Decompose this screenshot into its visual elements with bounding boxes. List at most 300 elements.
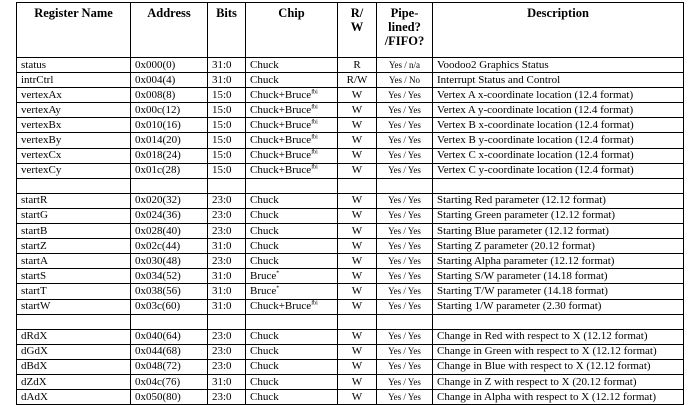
address-cell-text: 0x034(52) (135, 269, 181, 282)
address-cell-text: 0x03c(60) (135, 300, 181, 313)
address-cell-text: 0x01c(28) (135, 164, 181, 177)
address-cell (131, 118, 208, 133)
table-row (17, 133, 684, 148)
pipelined-cell-text: Yes / Yes (388, 104, 421, 115)
register-name-cell (17, 58, 131, 73)
chip-cell (246, 88, 338, 103)
empty-cell (208, 314, 246, 329)
bits-cell-text: 15:0 (212, 118, 232, 131)
register-name-cell (17, 254, 131, 269)
table-row (17, 148, 684, 163)
bits-cell (208, 193, 246, 208)
description-cell-text: Vertex B y-coordinate location (12.4 format) (437, 134, 634, 147)
chip-footnote-mark: fbi (311, 104, 318, 111)
chip-cell (246, 224, 338, 239)
bits-cell-text: 15:0 (212, 88, 232, 101)
address-cell (131, 148, 208, 163)
description-cell (433, 133, 684, 148)
description-cell-text: Voodoo2 Graphics Status (437, 58, 549, 71)
chip-cell-text: Chuck+Bruce (250, 88, 312, 101)
chip-cell (246, 133, 338, 148)
register-name-cell-text: startR (21, 194, 48, 207)
chip-footnote-mark: fbi (311, 149, 318, 156)
address-cell (131, 239, 208, 254)
rw-cell-text: W (351, 300, 363, 313)
address-cell (131, 374, 208, 389)
rw-cell (338, 193, 377, 208)
table-row (17, 58, 684, 73)
bits-cell (208, 254, 246, 269)
table-row (17, 208, 684, 223)
empty-cell (433, 178, 684, 193)
bits-cell-text: 31:0 (212, 269, 232, 282)
register-name-cell-text: status (21, 58, 47, 71)
address-cell-text: 0x020(32) (135, 194, 181, 207)
chip-cell-text: Chuck (250, 254, 279, 267)
empty-cell (208, 178, 246, 193)
register-name-cell-text: vertexAx (21, 88, 62, 101)
rw-cell (338, 148, 377, 163)
address-cell (131, 269, 208, 284)
rw-cell-text: W (351, 118, 363, 131)
chip-cell-text: Chuck (250, 73, 279, 86)
chip-cell (246, 103, 338, 118)
pipelined-cell (377, 269, 433, 284)
bits-cell-text: 23:0 (212, 209, 232, 222)
address-cell-text: 0x050(80) (135, 390, 181, 403)
pipelined-cell-text: Yes / Yes (388, 240, 421, 251)
description-cell (433, 390, 684, 405)
chip-cell-text: Chuck (250, 345, 279, 358)
bits-cell-text: 15:0 (212, 164, 232, 177)
rw-cell-text: W (351, 269, 363, 282)
register-name-cell (17, 239, 131, 254)
register-name-cell-text: startA (21, 254, 48, 267)
address-cell-text: 0x04c(76) (135, 375, 181, 388)
register-name-cell (17, 359, 131, 374)
rw-cell-text: R (353, 58, 361, 71)
pipelined-cell-text: Yes / Yes (388, 210, 421, 221)
register-name-cell (17, 284, 131, 299)
table-row (17, 163, 684, 178)
rw-cell (338, 88, 377, 103)
chip-cell-text: Chuck (250, 224, 279, 237)
chip-cell-text: Bruce (250, 284, 277, 297)
description-cell (433, 359, 684, 374)
register-name-cell (17, 374, 131, 389)
chip-cell-text: Chuck+Bruce (250, 149, 312, 162)
description-cell (433, 254, 684, 269)
description-cell (433, 374, 684, 389)
register-name-cell (17, 390, 131, 405)
pipelined-cell (377, 148, 433, 163)
bits-cell-text: 15:0 (212, 149, 232, 162)
description-cell-text: Vertex A x-coordinate location (12.4 format) (437, 88, 634, 101)
register-name-cell-text: startS (21, 269, 47, 282)
address-cell-text: 0x028(40) (135, 224, 181, 237)
pipelined-cell (377, 224, 433, 239)
chip-cell (246, 73, 338, 88)
pipelined-cell-text: Yes / Yes (388, 346, 421, 357)
bits-cell-text: 23:0 (212, 254, 232, 267)
pipelined-cell (377, 239, 433, 254)
chip-cell-text: Chuck+Bruce (250, 103, 312, 116)
address-cell-text: 0x018(24) (135, 149, 181, 162)
chip-cell (246, 344, 338, 359)
rw-cell (338, 133, 377, 148)
rw-cell (338, 58, 377, 73)
description-cell (433, 344, 684, 359)
bits-cell (208, 269, 246, 284)
rw-cell-text: W (351, 375, 363, 388)
address-cell-text: 0x004(4) (135, 73, 176, 86)
description-cell (433, 73, 684, 88)
description-cell-text: Starting S/W parameter (14.18 format) (437, 269, 608, 282)
address-cell (131, 224, 208, 239)
register-name-cell-text: vertexAy (21, 103, 61, 116)
chip-footnote-mark: fbi (311, 134, 318, 141)
rw-cell (338, 73, 377, 88)
chip-cell (246, 58, 338, 73)
chip-cell-text: Chuck+Bruce (250, 300, 312, 313)
rw-cell (338, 208, 377, 223)
rw-cell (338, 299, 377, 314)
address-cell (131, 88, 208, 103)
rw-cell (338, 374, 377, 389)
address-cell-text: 0x030(48) (135, 254, 181, 267)
header-address: Address (131, 3, 208, 58)
chip-cell-text: Chuck+Bruce (250, 164, 312, 177)
description-cell (433, 208, 684, 223)
rw-cell (338, 329, 377, 344)
spacer-row (17, 314, 684, 329)
rw-cell-text: W (351, 330, 363, 343)
address-cell (131, 163, 208, 178)
chip-cell-text: Chuck+Bruce (250, 134, 312, 147)
chip-cell (246, 208, 338, 223)
description-cell (433, 299, 684, 314)
rw-cell-text: W (351, 239, 363, 252)
pipelined-cell-text: Yes / Yes (388, 225, 421, 236)
pipelined-cell (377, 359, 433, 374)
table-row (17, 269, 684, 284)
rw-cell (338, 269, 377, 284)
register-name-cell (17, 269, 131, 284)
bits-cell (208, 118, 246, 133)
address-cell-text: 0x024(36) (135, 209, 181, 222)
address-cell-text: 0x008(8) (135, 88, 176, 101)
address-cell (131, 103, 208, 118)
empty-cell (246, 314, 338, 329)
table-row (17, 359, 684, 374)
rw-cell-text: W (351, 284, 363, 297)
chip-cell-text: Chuck (250, 360, 279, 373)
rw-cell (338, 344, 377, 359)
address-cell (131, 208, 208, 223)
pipelined-cell-text: Yes / n/a (388, 59, 421, 70)
description-cell (433, 269, 684, 284)
empty-cell (17, 178, 131, 193)
rw-cell-text: W (351, 88, 363, 101)
address-cell (131, 344, 208, 359)
pipelined-cell-text: Yes / Yes (388, 270, 421, 281)
header-rw (338, 3, 377, 58)
register-name-cell-text: vertexBy (21, 134, 62, 147)
bits-cell (208, 58, 246, 73)
rw-cell-text: W (351, 254, 363, 267)
pipelined-cell-text: Yes / Yes (388, 285, 421, 296)
chip-footnote-mark: * (276, 270, 280, 277)
empty-cell (338, 314, 377, 329)
chip-cell (246, 193, 338, 208)
description-cell (433, 118, 684, 133)
description-cell-text: Vertex C y-coordinate location (12.4 format) (437, 164, 634, 177)
rw-cell-text: W (351, 209, 363, 222)
address-cell (131, 58, 208, 73)
address-cell (131, 254, 208, 269)
pipelined-cell-text: Yes / Yes (388, 89, 421, 100)
description-cell (433, 239, 684, 254)
bits-cell-text: 31:0 (212, 239, 232, 252)
chip-cell (246, 239, 338, 254)
register-name-cell-text: startG (21, 209, 48, 222)
table-row (17, 224, 684, 239)
address-cell-text: 0x014(20) (135, 134, 181, 147)
empty-cell (377, 314, 433, 329)
rw-cell-text: W (351, 164, 363, 177)
register-name-cell (17, 208, 131, 223)
rw-cell (338, 163, 377, 178)
register-table (16, 2, 684, 405)
table-row (17, 73, 684, 88)
pipelined-cell-text: Yes / Yes (388, 376, 421, 387)
description-cell-text: Interrupt Status and Control (437, 73, 561, 86)
rw-cell-text: W (351, 345, 363, 358)
chip-footnote-mark: * (276, 285, 280, 292)
chip-cell-text: Chuck (250, 390, 279, 403)
pipelined-cell-text: Yes / Yes (388, 255, 421, 266)
header-rw-line2: W (350, 20, 364, 34)
bits-cell (208, 344, 246, 359)
description-cell-text: Vertex A y-coordinate location (12.4 format) (437, 103, 634, 116)
rw-cell-text: W (351, 390, 363, 403)
header-register-name: Register Name (17, 3, 131, 58)
chip-cell-text: Bruce (250, 269, 277, 282)
register-name-cell (17, 344, 131, 359)
bits-cell (208, 208, 246, 223)
chip-cell (246, 329, 338, 344)
table-row (17, 374, 684, 389)
bits-cell-text: 23:0 (212, 194, 232, 207)
pipelined-cell (377, 88, 433, 103)
bits-cell-text: 31:0 (212, 300, 232, 313)
address-cell (131, 133, 208, 148)
description-cell-text: Starting Green parameter (12.12 format) (437, 209, 616, 222)
table-row (17, 284, 684, 299)
address-cell-text: 0x00c(12) (135, 103, 181, 116)
register-name-cell (17, 224, 131, 239)
table-row (17, 239, 684, 254)
spacer-row (17, 178, 684, 193)
pipelined-cell (377, 163, 433, 178)
register-name-cell-text: dRdX (21, 330, 48, 343)
bits-cell-text: 31:0 (212, 73, 232, 86)
table-row (17, 193, 684, 208)
pipelined-cell (377, 390, 433, 405)
description-cell (433, 224, 684, 239)
rw-cell (338, 239, 377, 254)
rw-cell (338, 359, 377, 374)
register-name-cell (17, 118, 131, 133)
rw-cell-text: W (351, 149, 363, 162)
pipelined-cell (377, 254, 433, 269)
chip-cell (246, 374, 338, 389)
pipelined-cell-text: Yes / Yes (388, 150, 421, 161)
description-cell-text: Starting Red parameter (12.12 format) (437, 194, 606, 207)
header-pipelined (377, 3, 433, 58)
chip-cell (246, 390, 338, 405)
pipelined-cell (377, 73, 433, 88)
register-name-cell (17, 193, 131, 208)
empty-cell (377, 178, 433, 193)
register-name-cell (17, 299, 131, 314)
bits-cell-text: 23:0 (212, 224, 232, 237)
chip-cell-text: Chuck (250, 58, 279, 71)
rw-cell-text: W (351, 103, 363, 116)
register-name-cell-text: vertexCx (21, 149, 62, 162)
description-cell-text: Change in Blue with respect to X (12.12 format) (437, 360, 651, 373)
empty-cell (17, 314, 131, 329)
chip-footnote-mark: fbi (311, 300, 318, 307)
address-cell (131, 299, 208, 314)
bits-cell (208, 239, 246, 254)
register-name-cell-text: startZ (21, 239, 47, 252)
chip-cell-text: Chuck (250, 330, 279, 343)
rw-cell-text: W (351, 134, 363, 147)
pipelined-cell (377, 133, 433, 148)
description-cell (433, 88, 684, 103)
header-bits: Bits (208, 3, 246, 58)
bits-cell (208, 163, 246, 178)
bits-cell (208, 390, 246, 405)
rw-cell (338, 103, 377, 118)
bits-cell-text: 31:0 (212, 375, 232, 388)
address-cell-text: 0x02c(44) (135, 239, 181, 252)
register-name-cell-text: dAdX (21, 390, 48, 403)
address-cell-text: 0x038(56) (135, 284, 181, 297)
description-cell (433, 148, 684, 163)
chip-cell (246, 359, 338, 374)
chip-cell (246, 118, 338, 133)
chip-cell (246, 254, 338, 269)
table-row (17, 118, 684, 133)
pipelined-cell-text: Yes / Yes (388, 361, 421, 372)
bits-cell-text: 31:0 (212, 284, 232, 297)
register-name-cell (17, 148, 131, 163)
pipelined-cell (377, 344, 433, 359)
bits-cell (208, 103, 246, 118)
pipelined-cell (377, 208, 433, 223)
chip-cell (246, 148, 338, 163)
address-cell-text: 0x000(0) (135, 58, 176, 71)
bits-cell-text: 15:0 (212, 134, 232, 147)
pipelined-cell-text: Yes / Yes (388, 331, 421, 342)
pipelined-cell (377, 284, 433, 299)
header-pipe-line3: /FIFO? (384, 34, 425, 48)
table-row (17, 299, 684, 314)
address-cell-text: 0x044(68) (135, 345, 181, 358)
description-cell (433, 163, 684, 178)
register-name-cell (17, 133, 131, 148)
rw-cell (338, 284, 377, 299)
header-chip: Chip (246, 3, 338, 58)
bits-cell-text: 31:0 (212, 58, 232, 71)
bits-cell (208, 299, 246, 314)
description-cell-text: Change in Z with respect to X (20.12 format) (437, 375, 637, 388)
pipelined-cell-text: Yes / Yes (388, 119, 421, 130)
pipelined-cell-text: Yes / Yes (388, 165, 421, 176)
table-row (17, 329, 684, 344)
table-row (17, 390, 684, 405)
description-cell-text: Starting Alpha parameter (12.12 format) (437, 254, 615, 267)
header-pipe-line2: lined? (388, 20, 421, 34)
address-cell (131, 359, 208, 374)
rw-cell (338, 224, 377, 239)
pipelined-cell (377, 58, 433, 73)
description-cell-text: Starting Blue parameter (12.12 format) (437, 224, 609, 237)
register-name-cell-text: startB (21, 224, 48, 237)
description-cell-text: Starting T/W parameter (14.18 format) (437, 284, 608, 297)
empty-cell (131, 314, 208, 329)
address-cell (131, 390, 208, 405)
bits-cell-text: 23:0 (212, 345, 232, 358)
pipelined-cell-text: Yes / Yes (388, 195, 421, 206)
rw-cell-text: W (351, 360, 363, 373)
table-row (17, 88, 684, 103)
chip-footnote-mark: fbi (311, 119, 318, 126)
empty-cell (246, 178, 338, 193)
bits-cell (208, 148, 246, 163)
chip-cell-text: Chuck (250, 239, 279, 252)
empty-cell (131, 178, 208, 193)
chip-cell-text: Chuck (250, 209, 279, 222)
bits-cell (208, 133, 246, 148)
pipelined-cell-text: Yes / Yes (388, 135, 421, 146)
rw-cell-text: W (351, 224, 363, 237)
description-cell-text: Change in Green with respect to X (12.12 format) (437, 345, 657, 358)
table-row (17, 254, 684, 269)
description-cell (433, 103, 684, 118)
register-name-cell-text: startT (21, 284, 47, 297)
description-cell-text: Vertex B x-coordinate location (12.4 format) (437, 118, 634, 131)
register-table-body (17, 58, 684, 405)
pipelined-cell (377, 374, 433, 389)
header-row (17, 3, 684, 58)
description-cell (433, 193, 684, 208)
pipelined-cell-text: Yes / Yes (388, 391, 421, 402)
chip-cell-text: Chuck (250, 375, 279, 388)
rw-cell (338, 118, 377, 133)
register-name-cell (17, 103, 131, 118)
bits-cell (208, 73, 246, 88)
address-cell (131, 329, 208, 344)
bits-cell-text: 23:0 (212, 390, 232, 403)
pipelined-cell-text: Yes / Yes (388, 301, 421, 312)
rw-cell (338, 254, 377, 269)
chip-cell-text: Chuck (250, 194, 279, 207)
bits-cell-text: 23:0 (212, 360, 232, 373)
table-row (17, 103, 684, 118)
